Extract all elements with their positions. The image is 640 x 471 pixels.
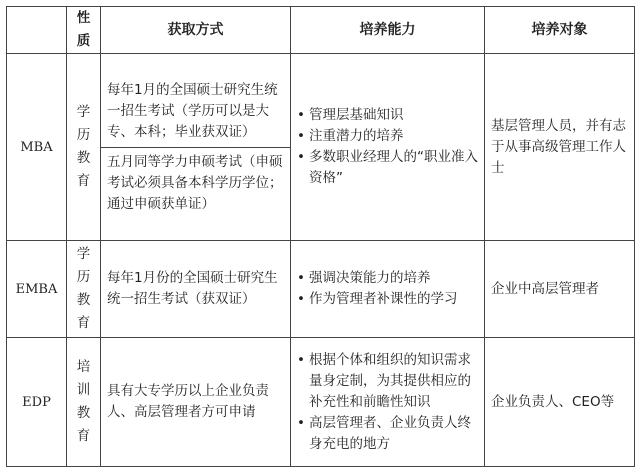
program-name: EMBA	[7, 241, 67, 338]
method-item: 每年1月的全国硕士研究生统一招生考试（学历可以是大专、本科；毕业获双证）	[107, 81, 278, 140]
header-target: 培养对象	[485, 7, 635, 54]
corner-cell	[7, 7, 67, 54]
method-cell: 具有大专学历以上企业负责人、高层管理者方可申请	[101, 338, 291, 467]
ability-cell	[291, 54, 485, 241]
ability-item: • 强调决策能力的培养	[297, 268, 478, 289]
ability-list	[297, 268, 478, 310]
nature-cell: 学历教育	[67, 54, 101, 241]
method-cell	[101, 54, 291, 241]
ability-item: • 多数职业经理人的“职业准入资格”	[297, 147, 478, 189]
ability-cell	[291, 241, 485, 338]
ability-item: • 注重潜力的培养	[297, 126, 478, 147]
table-row	[7, 241, 635, 338]
ability-cell	[291, 338, 485, 467]
target-cell: 基层管理人员，并有志于从事高级管理工作人士	[485, 54, 635, 241]
table-row	[7, 338, 635, 467]
header-method: 获取方式	[101, 7, 291, 54]
nature-cell: 培训教育	[67, 338, 101, 467]
program-name: MBA	[7, 54, 67, 241]
header-row	[7, 7, 635, 54]
ability-list	[297, 105, 478, 189]
method-cell: 每年1月份的全国硕士研究生统一招生考试（获双证）	[101, 241, 291, 338]
target-cell: 企业负责人、CEO等	[485, 338, 635, 467]
header-nature: 性质	[67, 7, 101, 54]
program-name: EDP	[7, 338, 67, 467]
header-ability: 培养能力	[291, 7, 485, 54]
program-comparison-table	[6, 6, 635, 467]
ability-item: • 根据个体和组织的知识需求量身定制，为其提供相应的补充性和前瞻性知识	[297, 350, 478, 413]
method-item: 五月同等学力申硕考试（申硕考试必须具备本科学历学位；通过申硕获单证）	[101, 147, 290, 219]
ability-item: • 管理层基础知识	[297, 105, 478, 126]
table-row	[7, 54, 635, 241]
ability-list	[297, 350, 478, 455]
nature-cell: 学历教育	[67, 241, 101, 338]
target-cell: 企业中高层管理者	[485, 241, 635, 338]
ability-item: • 作为管理者补课性的学习	[297, 289, 478, 310]
ability-item: • 高层管理者、企业负责人终身充电的地方	[297, 413, 478, 455]
